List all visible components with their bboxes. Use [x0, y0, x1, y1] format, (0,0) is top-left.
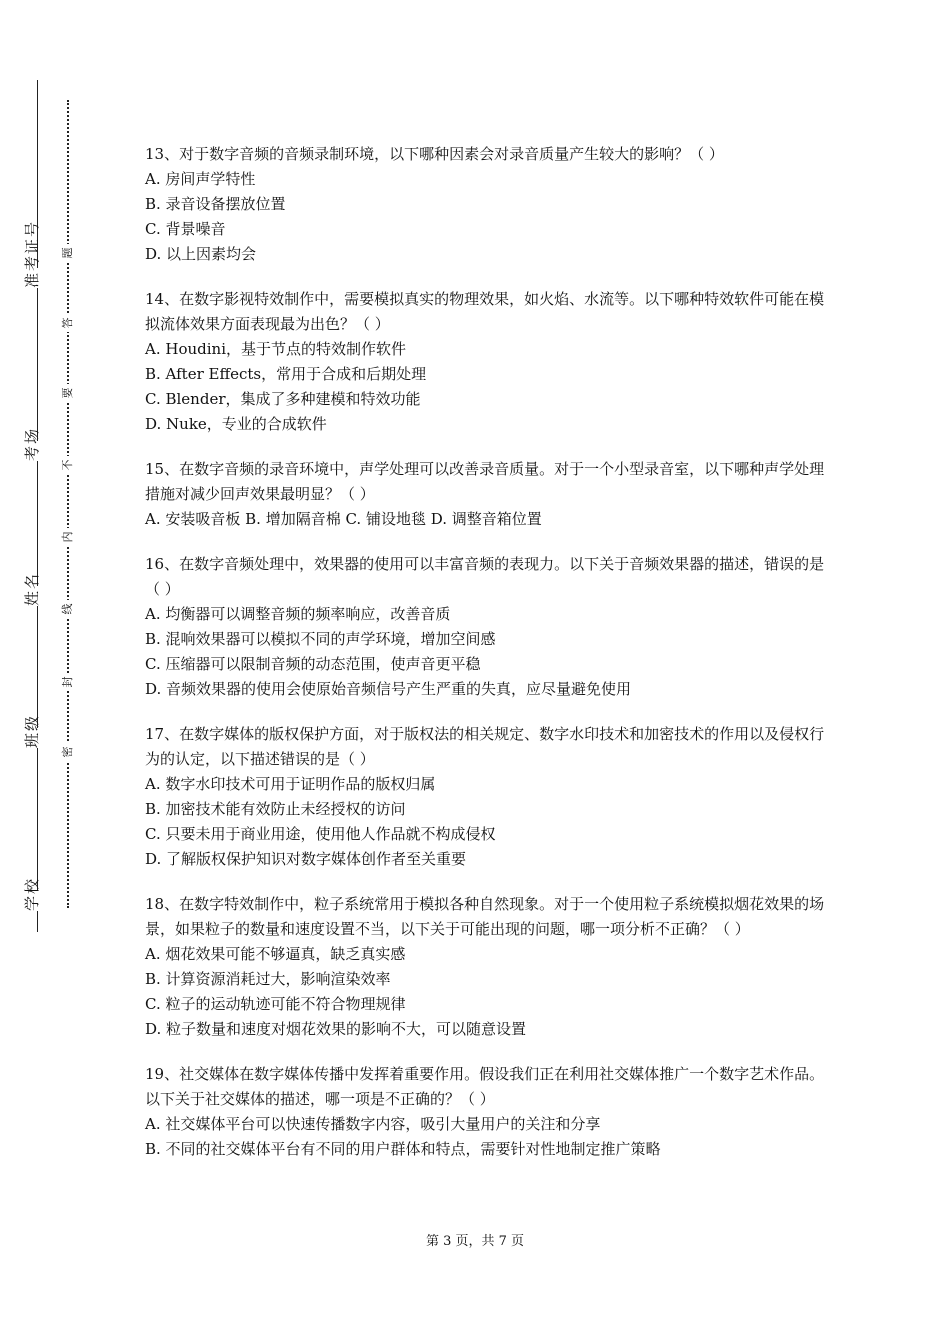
question-stem: 16、在数字音频处理中，效果器的使用可以丰富音频的表现力。以下关于音频效果器的描述，错误的是（ ） — [145, 555, 825, 598]
question-19 — [145, 1062, 825, 1162]
option: A. 社交媒体平台可以快速传播数字内容，吸引大量用户的关注和分享 — [145, 1115, 601, 1133]
seal-char: 不 — [58, 456, 78, 474]
question-15 — [145, 457, 825, 532]
seal-dotted-line — [67, 100, 69, 908]
seal-char: 密 — [58, 743, 78, 761]
option: A. 安装吸音板 B. 增加隔音棉 C. 铺设地毯 D. 调整音箱位置 — [145, 510, 542, 528]
question-stem: 15、在数字音频的录音环境中，声学处理可以改善录音质量。对于一个小型录音室，以下哪种声学处理措施对减少回声效果最明显？（ ） — [145, 460, 825, 503]
question-stem: 14、在数字影视特效制作中，需要模拟真实的物理效果，如火焰、水流等。以下哪种特效软件可能在模拟流体效果方面表现最为出色？（ ） — [145, 290, 825, 333]
option: A. 烟花效果可能不够逼真，缺乏真实感 — [145, 945, 406, 963]
field-name: 姓名 — [16, 586, 48, 606]
field-exam-room: 考场 — [16, 441, 48, 461]
option: A. 均衡器可以调整音频的频率响应，改善音质 — [145, 605, 451, 623]
option: B. After Effects，常用于合成和后期处理 — [145, 365, 427, 383]
seal-char: 答 — [58, 314, 78, 332]
option: B. 录音设备摆放位置 — [145, 195, 286, 213]
option: A. Houdini，基于节点的特效制作软件 — [145, 340, 406, 358]
question-17 — [145, 722, 825, 872]
seal-char: 封 — [58, 673, 78, 691]
option: C. Blender，集成了多种建模和特效功能 — [145, 390, 421, 408]
question-stem: 17、在数字媒体的版权保护方面，对于版权法的相关规定、数字水印技术和加密技术的作用以及侵权行为的认定，以下描述错误的是（ ） — [145, 725, 825, 768]
option: C. 压缩器可以限制音频的动态范围，使声音更平稳 — [145, 655, 481, 673]
option: D. 以上因素均会 — [145, 245, 257, 263]
option: D. Nuke，专业的合成软件 — [145, 415, 327, 433]
option: C. 粒子的运动轨迹可能不符合物理规律 — [145, 995, 406, 1013]
option: D. 音频效果器的使用会使原始音频信号产生严重的失真，应尽量避免使用 — [145, 680, 632, 698]
option: C. 背景噪音 — [145, 220, 226, 238]
binding-solid-line — [37, 80, 38, 932]
option: B. 计算资源消耗过大，影响渲染效率 — [145, 970, 391, 988]
question-stem: 19、社交媒体在数字媒体传播中发挥着重要作用。假设我们正在利用社交媒体推广一个数字艺术作品。以下关于社交媒体的描述，哪一项是不正确的？（ ） — [145, 1065, 825, 1108]
option: C. 只要未用于商业用途，使用他人作品就不构成侵权 — [145, 825, 496, 843]
field-class: 班级 — [16, 728, 48, 748]
option: D. 粒子数量和速度对烟花效果的影响不大，可以随意设置 — [145, 1020, 527, 1038]
question-16 — [145, 552, 825, 702]
question-18 — [145, 892, 825, 1042]
seal-char: 要 — [58, 384, 78, 402]
option: B. 混响效果器可以模拟不同的声学环境，增加空间感 — [145, 630, 496, 648]
question-list — [145, 142, 825, 1182]
seal-char: 线 — [58, 600, 78, 618]
seal-char: 内 — [58, 528, 78, 546]
page-number: 第 3 页，共 7 页 — [425, 1234, 525, 1249]
seal-char: 题 — [58, 244, 78, 262]
option: B. 加密技术能有效防止未经授权的访问 — [145, 800, 406, 818]
question-13 — [145, 142, 825, 267]
option: A. 房间声学特性 — [145, 170, 256, 188]
option: B. 不同的社交媒体平台有不同的用户群体和特点，需要针对性地制定推广策略 — [145, 1140, 661, 1158]
field-school: 学校 — [16, 891, 48, 911]
option: D. 了解版权保护知识对数字媒体创作者至关重要 — [145, 850, 467, 868]
question-14 — [145, 287, 825, 437]
option: A. 数字水印技术可用于证明作品的版权归属 — [145, 775, 436, 793]
question-stem: 13、对于数字音频的音频录制环境，以下哪种因素会对录音质量产生较大的影响？（ ） — [145, 145, 724, 163]
question-stem: 18、在数字特效制作中，粒子系统常用于模拟各种自然现象。对于一个使用粒子系统模拟烟花效果的场景，如果粒子的数量和速度设置不当，以下关于可能出现的问题，哪一项分析不正确？（ ） — [145, 895, 825, 938]
field-exam-number: 准考证号 — [16, 268, 48, 288]
